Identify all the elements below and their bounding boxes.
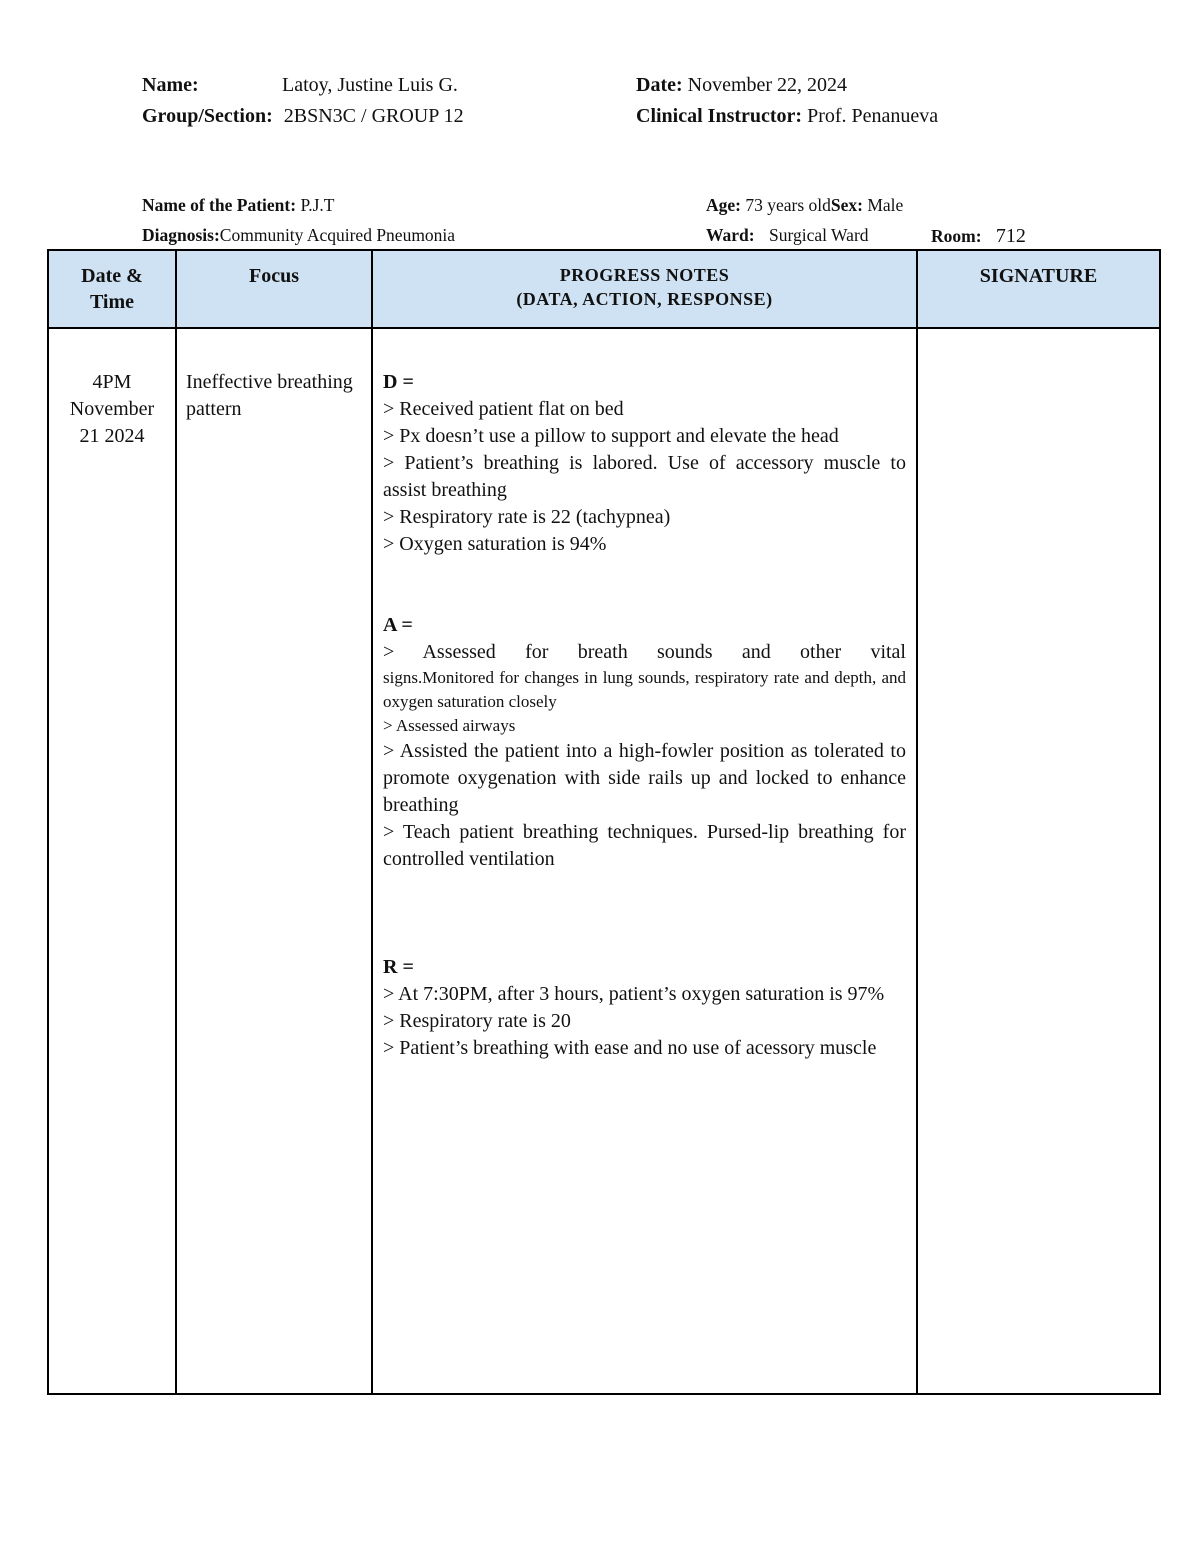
patient-ward-label: Ward:: [706, 225, 755, 245]
data-entry: > Px doesn’t use a pillow to support and elevate the head: [383, 425, 839, 447]
response-entry: > Patient’s breathing with ease and no use of acessory muscle: [383, 1037, 877, 1059]
header-progress-line1: PROGRESS NOTES: [559, 265, 730, 285]
progress-notes-table: [47, 249, 1161, 1395]
patient-diagnosis: [142, 225, 455, 246]
data-entry: > Patient’s breathing is labored. Use of accessory muscle to assist breathing: [383, 452, 906, 501]
data-entry: > Oxygen saturation is 94%: [383, 533, 607, 555]
clinical-instructor-label: Clinical Instructor:: [636, 105, 803, 127]
report-date: [636, 74, 847, 97]
header-date-time-line2: Time: [89, 291, 135, 313]
report-date-value: November 22, 2024: [687, 74, 848, 96]
patient-diagnosis-value: Community Acquired Pneumonia: [219, 225, 456, 245]
data-entry: > Respiratory rate is 22 (tachypnea): [383, 506, 671, 528]
cell-progress-notes: [372, 328, 917, 1394]
table-header-row: [48, 250, 1160, 328]
header-signature: SIGNATURE: [917, 250, 1160, 328]
patient-room-value: 712: [995, 225, 1026, 247]
cell-signature[interactable]: [917, 328, 1160, 1394]
date-time-line: November: [69, 398, 155, 420]
group-section: [142, 105, 464, 128]
header-progress-line2: (DATA, ACTION, RESPONSE): [516, 289, 773, 309]
clinical-instructor: [636, 105, 938, 128]
cell-focus: Ineffective breathing pattern: [176, 328, 372, 1394]
action-entry-continued: signs.Monitored for changes in lung sounds, respiratory rate and depth, and oxygen saturation closely: [383, 668, 906, 711]
patient-sex-value: Male: [867, 195, 904, 215]
header-date-time: [48, 250, 176, 328]
cell-date-time: [48, 328, 176, 1394]
response-label: R =: [383, 956, 414, 978]
patient-age-sex: [706, 195, 903, 216]
clinical-instructor-value: Prof. Penanueva: [807, 105, 939, 127]
action-entry: > Assisted the patient into a high-fowler position as tolerated to promote oxygenation with side rails up and locked to enhance breathing: [383, 740, 906, 816]
action-entry: > Teach patient breathing techniques. Pursed-lip breathing for controlled ventilation: [383, 821, 906, 870]
group-section-value: 2BSN3C / GROUP 12: [283, 105, 464, 127]
patient-room-label: Room:: [931, 226, 982, 246]
student-name-label: Name:: [142, 74, 199, 96]
header-focus: Focus: [176, 250, 372, 328]
patient-name-value: P.J.T: [300, 195, 335, 215]
response-entry: > At 7:30PM, after 3 hours, patient’s oxygen saturation is 97%: [383, 983, 885, 1005]
student-name-value: Latoy, Justine Luis G.: [282, 74, 458, 96]
header-progress-notes: [372, 250, 917, 328]
student-name: [142, 74, 199, 97]
date-time-line: 21 2024: [79, 425, 145, 447]
patient-age-value: 73 years old: [745, 195, 831, 215]
data-entry: > Received patient flat on bed: [383, 398, 624, 420]
patient-ward-value: Surgical Ward: [769, 225, 869, 245]
patient-sex-label: Sex:: [830, 195, 863, 215]
patient-name: [142, 195, 334, 216]
action-label: A =: [383, 614, 413, 636]
patient-ward: [706, 225, 869, 246]
date-time-line: 4PM: [92, 371, 132, 393]
patient-age-label: Age:: [706, 195, 741, 215]
patient-diagnosis-label: Diagnosis:: [142, 225, 220, 245]
report-date-label: Date:: [636, 74, 683, 96]
group-section-label: Group/Section:: [142, 105, 273, 127]
table-row: [48, 328, 1160, 1394]
patient-room: [931, 225, 1026, 248]
header-date-time-line1: Date &: [81, 265, 143, 287]
action-entry: > Assessed airways: [383, 716, 516, 735]
data-label: D =: [383, 371, 414, 393]
action-entry: > Assessed for breath sounds and other vital: [383, 641, 906, 663]
patient-name-label: Name of the Patient:: [142, 195, 297, 215]
response-entry: > Respiratory rate is 20: [383, 1010, 571, 1032]
